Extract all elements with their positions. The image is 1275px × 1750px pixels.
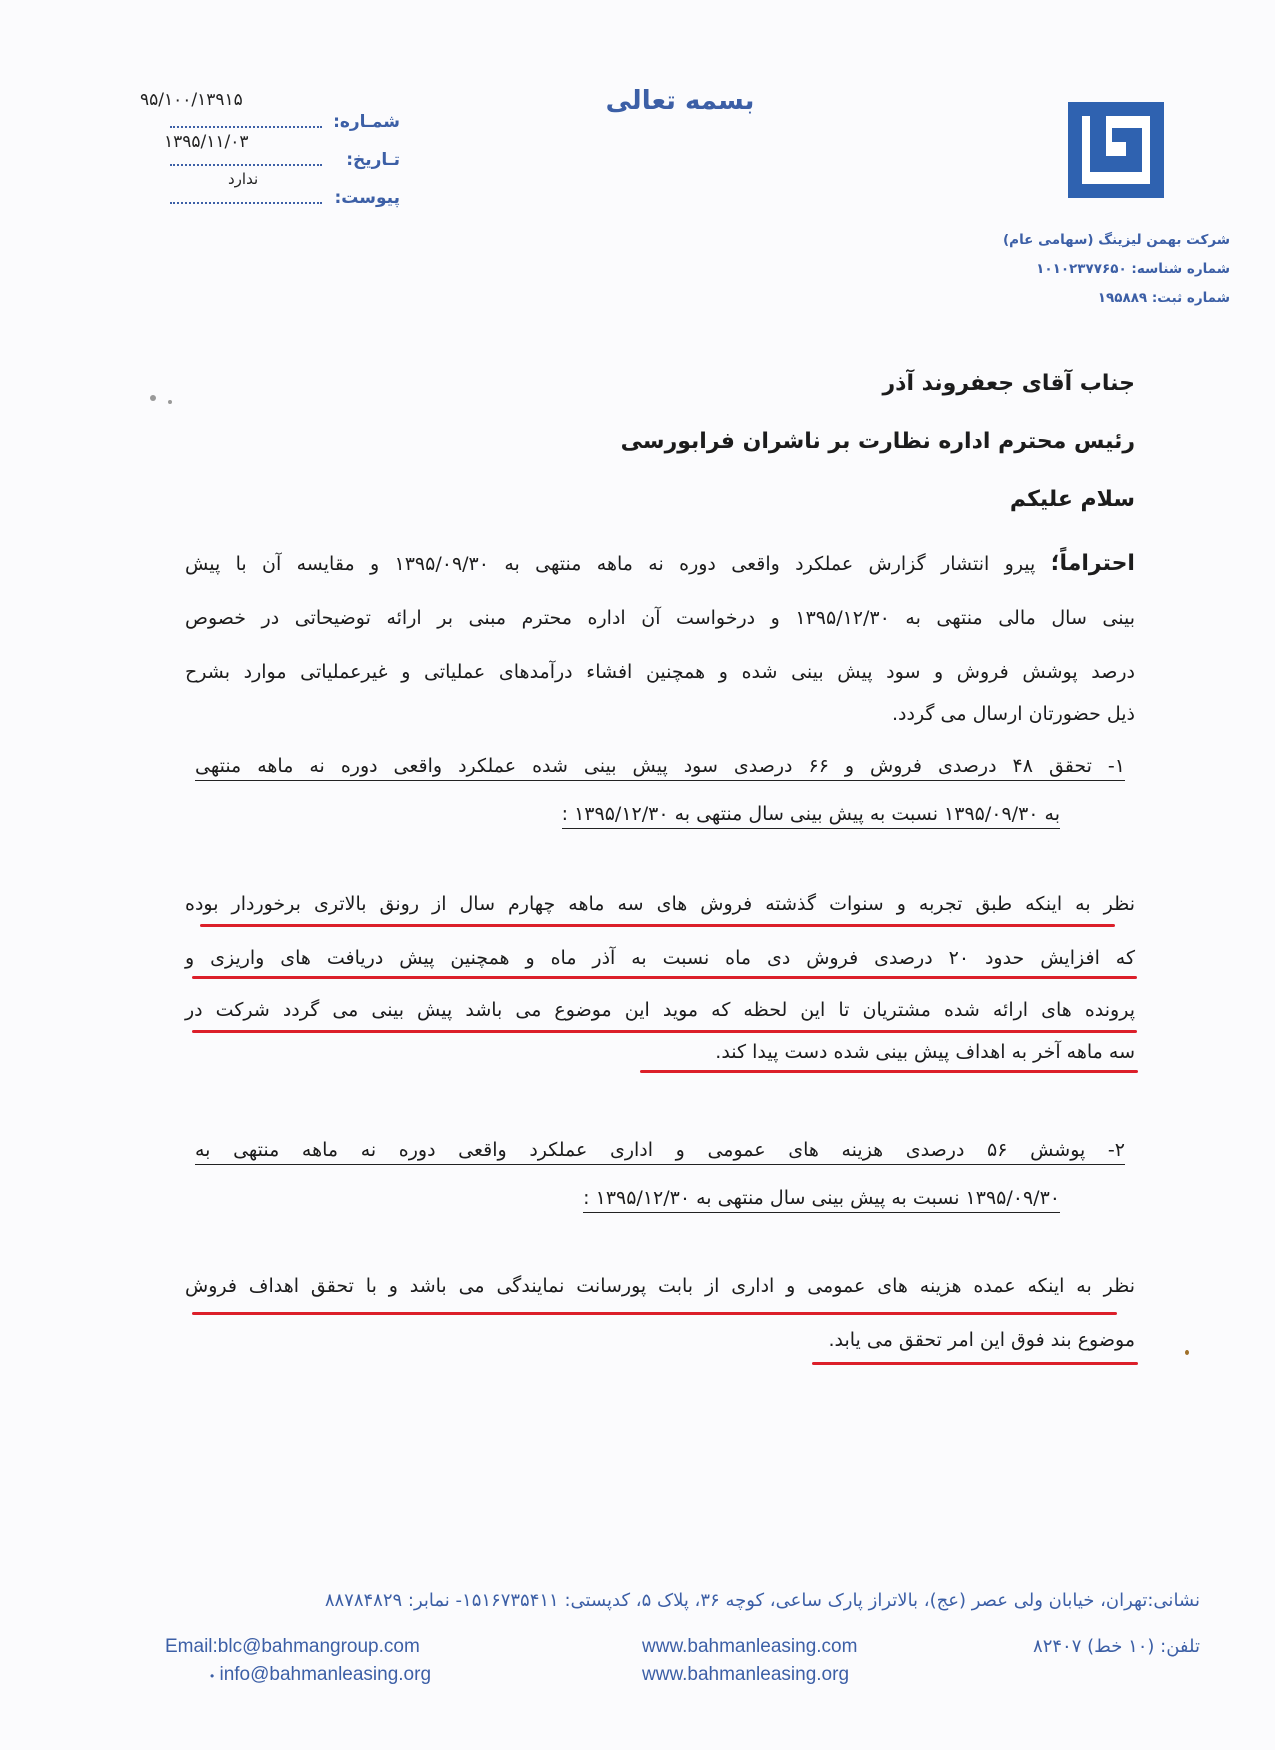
item2-line-2 bbox=[190, 1184, 1060, 1212]
footer-website-1[interactable]: www.bahmanleasing.com bbox=[642, 1636, 858, 1657]
intro-line-2: بینی سال مالی منتهی به ۱۳۹۵/۱۲/۳۰ و درخواست آن اداره محترم مبنی بر ارائه توضیحاتی در خصوص bbox=[185, 607, 1136, 629]
letter-number-value: ۹۵/۱۰۰/۱۳۹۱۵ bbox=[140, 90, 243, 110]
intro-line-1 bbox=[185, 550, 1135, 578]
item2-heading-part1: ۲- پوشش ۵۶ درصدی هزینه های عمومی و اداری عملکرد واقعی دوره نه ماهه منتهی به bbox=[195, 1139, 1125, 1165]
footer-email-2[interactable] bbox=[210, 1664, 431, 1686]
intro-salutation: احتراماً؛ bbox=[1050, 551, 1135, 576]
red-underline bbox=[812, 1362, 1138, 1365]
scan-speck bbox=[1185, 1350, 1189, 1355]
recipient-name: جناب آقای جعفروند آذر bbox=[882, 371, 1135, 396]
item1-explain-line-4: سه ماهه آخر به اهداف پیش بینی شده دست پیدا کند. bbox=[715, 1041, 1135, 1063]
item1-explain-line-3: پرونده های ارائه شده مشتریان تا این لحظه که موید این موضوع می باشد پیش بینی می گردد شرکت در bbox=[185, 999, 1135, 1021]
item1-line-2 bbox=[190, 800, 1060, 828]
dotted-line bbox=[170, 126, 322, 128]
item2-line-1 bbox=[195, 1136, 1125, 1164]
intro-line-3: درصد پوشش فروش و سود پیش بینی شده و همچنین افشاء درآمدهای عملیاتی و غیرعملیاتی موارد بشرح bbox=[185, 661, 1135, 683]
letter-date-row bbox=[150, 132, 400, 180]
scan-speck bbox=[150, 395, 156, 401]
footer-email-2-text: info@bahmanleasing.org bbox=[219, 1664, 432, 1685]
dotted-line bbox=[170, 202, 322, 204]
letter-number-label: شمـاره: bbox=[333, 112, 400, 132]
recipient-title: رئیس محترم اداره نظارت بر ناشران فرابورسی bbox=[620, 429, 1135, 454]
registration-number: شماره ثبت: ۱۹۵۸۸۹ bbox=[1097, 290, 1230, 306]
intro-line-4: ذیل حضورتان ارسال می گردد. bbox=[891, 703, 1135, 725]
red-underline bbox=[192, 1030, 1137, 1033]
footer-email-1[interactable]: Email:blc@bahmangroup.com bbox=[165, 1636, 420, 1657]
footer-address: نشانی:تهران، خیابان ولی عصر (عج)، بالاتراز پارک ساعی، کوچه ۳۶، پلاک ۵، کدپستی: ۱۵۱۶۷۳۵۴۱۱- نمابر: ۸۸۷۸۴۸۲۹ bbox=[324, 1590, 1200, 1611]
letter-date-value: ۱۳۹۵/۱۱/۰۳ bbox=[164, 132, 249, 152]
letter-attachment-value: ندارد bbox=[228, 170, 259, 188]
item1-heading-part2: به ۱۳۹۵/۰۹/۳۰ نسبت به پیش بینی سال منتهی به ۱۳۹۵/۱۲/۳۰ : bbox=[562, 803, 1060, 829]
item2-explain-line-2: موضوع بند فوق این امر تحقق می یابد. bbox=[828, 1329, 1135, 1351]
red-underline bbox=[192, 976, 1137, 979]
letter-date-label: تـاریخ: bbox=[346, 150, 400, 170]
company-info bbox=[960, 226, 1230, 313]
red-underline bbox=[640, 1070, 1138, 1073]
company-name: شرکت بهمن لیزینگ (سهامی عام) bbox=[1003, 232, 1230, 248]
footer-phone: تلفن: (۱۰ خط) ۸۲۴۰۷ bbox=[1033, 1636, 1200, 1657]
footer-website-2[interactable]: www.bahmanleasing.org bbox=[642, 1664, 850, 1685]
scan-speck bbox=[168, 400, 172, 404]
company-logo-icon bbox=[1068, 102, 1164, 198]
item2-heading-part2: ۱۳۹۵/۰۹/۳۰ نسبت به پیش بینی سال منتهی به ۱۳۹۵/۱۲/۳۰ : bbox=[583, 1187, 1060, 1213]
red-underline bbox=[200, 924, 1115, 927]
national-id: شماره شناسه: ۱۰۱۰۲۳۷۷۶۵۰ bbox=[1036, 261, 1230, 277]
item1-explain-line-2: که افزایش حدود ۲۰ درصدی فروش دی ماه نسبت به آذر ماه و همچنین پیش دریافت های واریزی و bbox=[185, 947, 1135, 969]
red-underline bbox=[192, 1312, 1117, 1315]
letter-attachment-row bbox=[150, 170, 400, 218]
basmala: بسمه تعالی bbox=[605, 86, 755, 116]
greeting: سلام علیکم bbox=[1009, 487, 1135, 512]
letter-attachment-label: پیوست: bbox=[334, 188, 400, 208]
item1-explain-line-1: نظر به اینکه طبق تجربه و سنوات گذشته فروش های سه ماهه چهارم سال از رونق بالاتری برخوردار بوده bbox=[185, 893, 1135, 915]
item2-explain-line-1: نظر به اینکه عمده هزینه های عمومی و اداری از بابت پورسانت نمایندگی می باشد و با تحقق اهداف فروش bbox=[185, 1275, 1135, 1297]
bullet-icon: • bbox=[210, 1669, 215, 1683]
dotted-line bbox=[170, 164, 322, 166]
item1-heading-part1: ۱- تحقق ۴۸ درصدی فروش و ۶۶ درصدی سود پیش بینی شده عملکرد واقعی دوره نه ماهه منتهی bbox=[195, 755, 1125, 781]
intro-line-1-text: پیرو انتشار گزارش عملکرد واقعی دوره نه ماهه منتهی به ۱۳۹۵/۰۹/۳۰ و مقایسه آن با پیش bbox=[185, 553, 1036, 575]
item1-line-1 bbox=[195, 752, 1125, 780]
